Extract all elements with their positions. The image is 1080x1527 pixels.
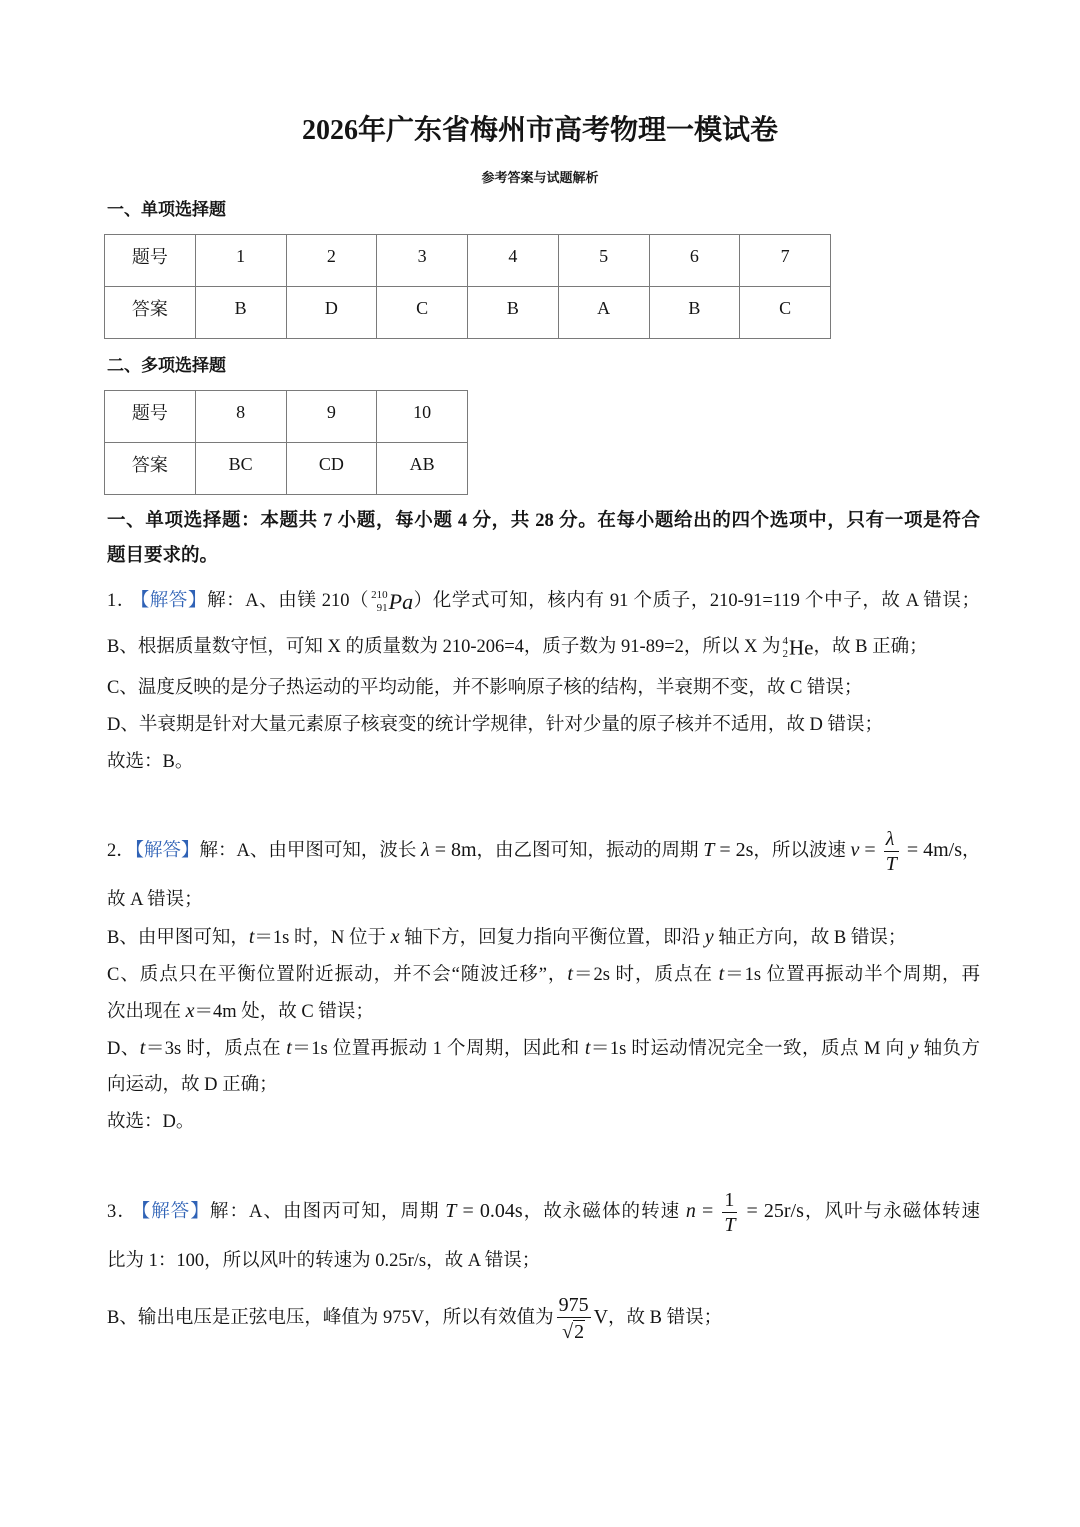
text-segment: C、质点只在平衡位置附近振动，并不会“随波迁移”， bbox=[107, 965, 568, 985]
q3-line-2: 比为 1：100，所以风叶的转速为 0.25r/s，故 A 错误； bbox=[107, 1251, 541, 1271]
text-segment: ， bbox=[962, 840, 981, 861]
multi-choice-answer-table bbox=[104, 390, 468, 495]
math-text: = 4m/s bbox=[901, 838, 962, 861]
table-cell: 8 bbox=[195, 391, 286, 443]
answer-tag: 【解答】 bbox=[134, 840, 200, 861]
text-segment: ，故永磁体的转速 bbox=[522, 1201, 686, 1222]
multi-choice-heading: 二、多项选择题 bbox=[107, 356, 226, 375]
table-cell: B bbox=[468, 287, 559, 339]
q2-line-2: 故 A 错误； bbox=[107, 890, 203, 910]
text-segment: ）化学式可知，核内有 91 个质子，210-91=119 个中子，故 A 错误； bbox=[413, 591, 980, 611]
text-segment: ＝1s 时运动情况完全一致，质点 M 向 bbox=[590, 1039, 910, 1059]
q1-line-1 bbox=[107, 581, 980, 621]
mass-number: 4 bbox=[782, 634, 788, 647]
text-segment: ，所以波速 bbox=[753, 840, 851, 861]
table-cell-label: 题号 bbox=[105, 235, 196, 287]
text-segment: 解：A、由甲图可知，波长 bbox=[199, 840, 422, 861]
math-variable: t bbox=[567, 963, 573, 985]
text-segment: 次出现在 bbox=[107, 1002, 186, 1022]
table-cell: AB bbox=[377, 443, 468, 495]
table-cell: CD bbox=[286, 443, 377, 495]
text-segment: ＝1s 位置再振动半个周期，再 bbox=[724, 965, 981, 985]
text-segment: B、根据质量数守恒，可知 X 的质量数为 210-206=4，质子数为 91-89=2，所以 X 为 bbox=[107, 637, 781, 657]
fraction-denominator: T bbox=[885, 853, 897, 875]
table-cell: 9 bbox=[286, 391, 377, 443]
text-segment: ＝2s 时，质点在 bbox=[572, 965, 719, 985]
fraction-975-over-sqrt2 bbox=[557, 1293, 591, 1344]
table-cell: A bbox=[558, 287, 649, 339]
question-number: 1． bbox=[107, 591, 136, 611]
text-segment: ＝1s 位置再振动 1 个周期，因此和 bbox=[291, 1039, 585, 1059]
text-segment: ＝1s 时，N 位于 bbox=[254, 928, 391, 948]
math-text: = bbox=[695, 1199, 720, 1222]
section-intro-line-1: 一、单项选择题：本题共 7 小题，每小题 4 分，共 28 分。在每小题给出的四个选项中，只有一项是符合 bbox=[107, 511, 980, 531]
q2-line-4 bbox=[107, 954, 980, 994]
nuclide-numbers bbox=[371, 589, 388, 615]
text-segment: D、 bbox=[107, 1039, 140, 1059]
question-number: 2． bbox=[107, 840, 135, 861]
table-cell: C bbox=[740, 287, 831, 339]
text-segment: ＝3s 时，质点在 bbox=[145, 1039, 287, 1059]
text-segment: 轴负方 bbox=[918, 1039, 980, 1059]
text-segment: 解：A、由图丙可知，周期 bbox=[209, 1201, 446, 1222]
fraction-numerator: 1 bbox=[724, 1189, 735, 1211]
nuclide-symbol-he bbox=[781, 635, 814, 661]
table-cell: C bbox=[377, 287, 468, 339]
section-intro-line-2: 题目要求的。 bbox=[107, 546, 219, 566]
table-cell: B bbox=[195, 287, 286, 339]
text-segment: B、由甲图可知， bbox=[107, 928, 249, 948]
table-cell: 6 bbox=[649, 235, 740, 287]
math-variable: t bbox=[248, 926, 255, 948]
math-variable: t bbox=[718, 963, 725, 985]
q2-line-3 bbox=[107, 917, 906, 957]
table-cell: B bbox=[649, 287, 740, 339]
fraction-lambda-over-t bbox=[884, 827, 899, 876]
math-variable: n bbox=[685, 1199, 696, 1222]
q1-line-4: D、半衰期是针对大量元素原子核衰变的统计学规律，针对少量的原子核并不适用，故 D 错误； bbox=[107, 715, 883, 735]
math-variable: t bbox=[139, 1037, 146, 1059]
math-variable: v bbox=[850, 838, 860, 861]
atomic-number: 91 bbox=[376, 601, 388, 614]
q2-line-6 bbox=[107, 1028, 980, 1068]
math-variable: T bbox=[703, 838, 715, 861]
table-cell: D bbox=[286, 287, 377, 339]
nuclide-symbol-pa bbox=[369, 589, 413, 615]
fraction-numerator: 975 bbox=[558, 1294, 589, 1316]
text-segment: ＝4m 处，故 C 错误； bbox=[194, 1002, 374, 1022]
single-choice-answer-table bbox=[104, 234, 831, 339]
q3-line-3 bbox=[107, 1293, 723, 1343]
nuclide-numbers bbox=[783, 635, 789, 661]
page-title: 2026年广东省梅州市高考物理一模试卷 bbox=[301, 115, 778, 146]
q1-line-3: C、温度反映的是分子热运动的平均动能，并不影响原子核的结构，半衰期不变，故 C 错误； bbox=[107, 678, 863, 698]
q2-line-7: 向运动，故 D 正确； bbox=[107, 1075, 278, 1095]
text-segment: 轴正方向，故 B 错误； bbox=[713, 928, 907, 948]
math-text: = 8m bbox=[429, 838, 477, 861]
fraction-one-over-t bbox=[722, 1188, 737, 1237]
mass-number: 210 bbox=[371, 588, 388, 601]
math-variable: y bbox=[909, 1037, 919, 1059]
answer-tag: 【解答】 bbox=[139, 591, 208, 611]
math-text: = bbox=[859, 838, 881, 861]
fraction-denominator bbox=[557, 1317, 591, 1344]
sqrt-sign: √ bbox=[562, 1321, 574, 1343]
math-variable: x bbox=[185, 1000, 195, 1022]
math-unit: V bbox=[593, 1305, 609, 1328]
math-variable: t bbox=[584, 1037, 591, 1059]
sqrt-argument: 2 bbox=[574, 1321, 585, 1343]
fraction-numerator: λ bbox=[885, 828, 895, 850]
atomic-number: 2 bbox=[782, 647, 788, 660]
text-segment: ，风叶与永磁体转速 bbox=[803, 1201, 980, 1222]
text-segment: 解：A、由镁 210（ bbox=[207, 591, 370, 611]
table-cell-label: 答案 bbox=[105, 443, 196, 495]
text-segment: ，故 B 正确； bbox=[813, 637, 928, 657]
q2-conclusion: 故选：D。 bbox=[107, 1112, 195, 1132]
text-segment: ，由乙图可知，振动的周期 bbox=[476, 840, 704, 861]
q1-conclusion: 故选：B。 bbox=[107, 752, 194, 772]
table-cell: 7 bbox=[740, 235, 831, 287]
math-text: = 2s bbox=[714, 838, 754, 861]
page-subtitle: 参考答案与试题解析 bbox=[481, 170, 599, 185]
element-symbol: He bbox=[789, 635, 814, 660]
math-variable: T bbox=[445, 1199, 457, 1222]
math-text: = 0.04s bbox=[456, 1199, 523, 1222]
q2-line-5 bbox=[107, 991, 374, 1031]
math-variable: x bbox=[390, 926, 400, 948]
answer-tag: 【解答】 bbox=[140, 1201, 210, 1222]
table-row-questions bbox=[105, 235, 831, 287]
text-segment: 轴下方，回复力指向平衡位置，即沿 bbox=[399, 928, 705, 948]
math-variable: t bbox=[286, 1037, 292, 1059]
text-segment: B、输出电压是正弦电压，峰值为 975V，所以有效值为 bbox=[107, 1307, 554, 1328]
table-cell: 2 bbox=[286, 235, 377, 287]
table-cell: BC bbox=[195, 443, 286, 495]
table-row-answers bbox=[105, 287, 831, 339]
table-cell: 10 bbox=[377, 391, 468, 443]
question-number: 3． bbox=[107, 1201, 137, 1222]
text-segment: ，故 B 错误； bbox=[608, 1307, 723, 1328]
table-cell-label: 题号 bbox=[105, 391, 196, 443]
math-text: = 25r/s bbox=[740, 1199, 804, 1222]
table-cell-label: 答案 bbox=[105, 287, 196, 339]
math-variable: y bbox=[704, 926, 714, 948]
single-choice-heading: 一、单项选择题 bbox=[107, 200, 226, 219]
table-cell: 1 bbox=[195, 235, 286, 287]
q1-line-2 bbox=[107, 627, 928, 667]
table-cell: 5 bbox=[558, 235, 649, 287]
q3-line-1 bbox=[107, 1188, 980, 1236]
fraction-denominator: T bbox=[724, 1214, 736, 1236]
element-symbol: Pa bbox=[388, 588, 414, 614]
table-cell: 4 bbox=[468, 235, 559, 287]
table-cell: 3 bbox=[377, 235, 468, 287]
math-variable: λ bbox=[421, 838, 430, 861]
table-row-answers bbox=[105, 443, 468, 495]
table-row-questions bbox=[105, 391, 468, 443]
q2-line-1 bbox=[107, 827, 981, 875]
